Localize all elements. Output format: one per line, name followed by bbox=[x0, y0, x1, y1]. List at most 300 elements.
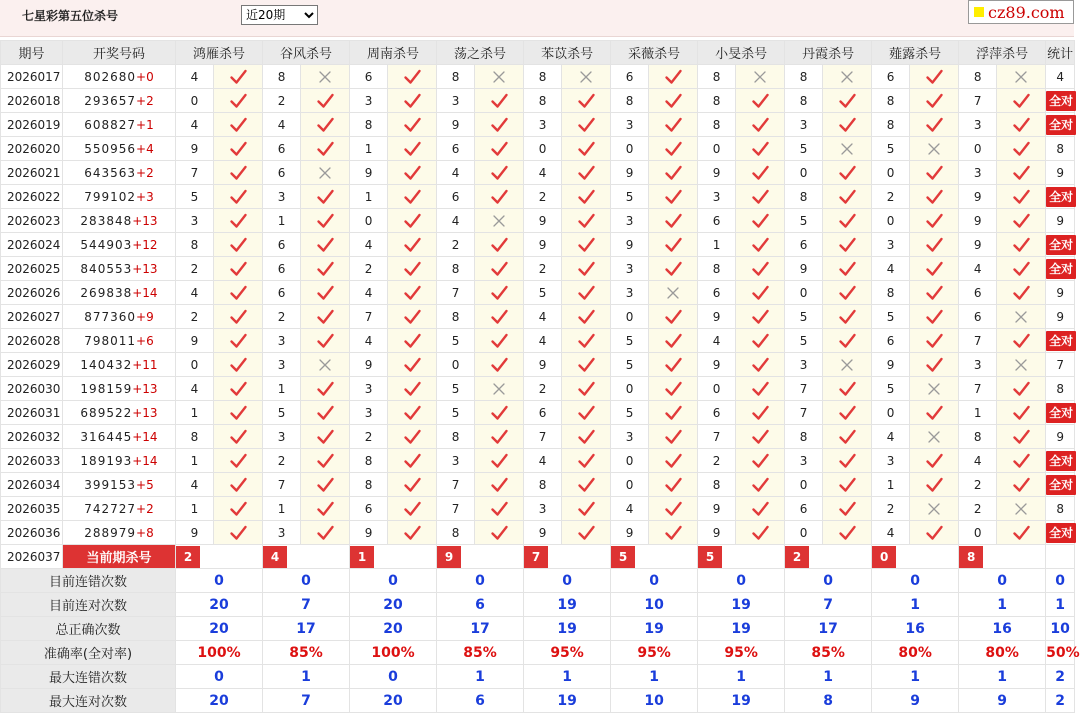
result-correct-cell bbox=[562, 305, 611, 329]
result-correct-cell bbox=[736, 473, 785, 497]
kill-number-cell: 9 bbox=[176, 521, 214, 545]
check-icon bbox=[926, 69, 943, 85]
result-correct-cell bbox=[301, 449, 350, 473]
check-icon bbox=[1013, 93, 1030, 109]
kill-number-cell: 3 bbox=[350, 89, 388, 113]
summary-value: 20 bbox=[176, 617, 263, 641]
result-correct-cell bbox=[562, 113, 611, 137]
summary-value: 6 bbox=[437, 593, 524, 617]
summary-value: 50% bbox=[1046, 641, 1075, 665]
result-correct-cell bbox=[214, 233, 263, 257]
check-icon bbox=[752, 141, 769, 157]
kill-number-cell: 7 bbox=[263, 473, 301, 497]
check-icon bbox=[578, 453, 595, 469]
result-correct-cell bbox=[214, 209, 263, 233]
check-icon bbox=[404, 93, 421, 109]
summary-value: 80% bbox=[872, 641, 959, 665]
draw-number: 802680 bbox=[84, 69, 137, 84]
summary-value: 6 bbox=[437, 689, 524, 713]
result-correct-cell bbox=[997, 449, 1046, 473]
kill-number-cell: 8 bbox=[176, 425, 214, 449]
summary-value: 1 bbox=[437, 665, 524, 689]
kill-number-cell: 9 bbox=[524, 353, 562, 377]
summary-value: 20 bbox=[176, 689, 263, 713]
result-correct-cell bbox=[388, 137, 437, 161]
check-icon bbox=[404, 477, 421, 493]
draw-number-cell bbox=[63, 305, 176, 329]
draw-number-cell bbox=[63, 113, 176, 137]
summary-label: 最大连对次数 bbox=[1, 689, 176, 713]
check-icon bbox=[491, 429, 508, 445]
result-correct-cell bbox=[562, 473, 611, 497]
kill-number-cell: 3 bbox=[698, 185, 736, 209]
check-icon bbox=[1013, 117, 1030, 133]
killer-column-header: 浮萍杀号 bbox=[959, 41, 1046, 65]
period-select[interactable] bbox=[241, 5, 318, 25]
issue-cell: 2026032 bbox=[1, 425, 63, 449]
result-correct-cell bbox=[301, 497, 350, 521]
check-icon bbox=[752, 261, 769, 277]
result-correct-cell bbox=[301, 377, 350, 401]
summary-label: 最大连错次数 bbox=[1, 665, 176, 689]
result-correct-cell bbox=[997, 377, 1046, 401]
draw-number-cell bbox=[63, 353, 176, 377]
result-correct-cell bbox=[475, 353, 524, 377]
result-correct-cell bbox=[823, 521, 872, 545]
check-icon bbox=[230, 261, 247, 277]
check-icon bbox=[665, 69, 682, 85]
result-wrong-cell bbox=[649, 281, 698, 305]
draw-number: 742727 bbox=[84, 501, 137, 516]
cross-icon bbox=[840, 142, 854, 156]
issue-cell: 2026028 bbox=[1, 329, 63, 353]
kill-number-cell: 4 bbox=[350, 329, 388, 353]
kill-number-cell: 8 bbox=[350, 113, 388, 137]
result-correct-cell bbox=[736, 185, 785, 209]
kill-number-cell: 3 bbox=[785, 113, 823, 137]
draw-number: 550956 bbox=[84, 141, 137, 156]
result-correct-cell bbox=[214, 473, 263, 497]
result-correct-cell bbox=[475, 89, 524, 113]
result-correct-cell bbox=[997, 401, 1046, 425]
result-correct-cell bbox=[649, 353, 698, 377]
result-correct-cell bbox=[301, 185, 350, 209]
check-icon bbox=[1013, 477, 1030, 493]
kill-number-cell: 2 bbox=[524, 377, 562, 401]
check-icon bbox=[839, 93, 856, 109]
kill-number-cell: 3 bbox=[785, 449, 823, 473]
result-wrong-cell bbox=[997, 305, 1046, 329]
check-icon bbox=[404, 405, 421, 421]
result-correct-cell bbox=[910, 329, 959, 353]
summary-value: 1 bbox=[959, 593, 1046, 617]
kill-number-cell: 4 bbox=[698, 329, 736, 353]
draw-offset: +8 bbox=[136, 525, 154, 540]
table-row bbox=[1, 425, 1075, 449]
current-kill-number: 7 bbox=[524, 546, 548, 568]
result-wrong-cell bbox=[736, 65, 785, 89]
kill-number-cell: 9 bbox=[524, 521, 562, 545]
all-correct-badge: 全对 bbox=[1046, 331, 1076, 351]
summary-value: 10 bbox=[611, 593, 698, 617]
kill-number-cell: 9 bbox=[176, 329, 214, 353]
result-correct-cell bbox=[910, 209, 959, 233]
kill-number-cell: 2 bbox=[872, 497, 910, 521]
check-icon bbox=[1013, 285, 1030, 301]
stat-cell bbox=[1046, 65, 1075, 89]
all-correct-badge: 全对 bbox=[1046, 115, 1076, 135]
result-correct-cell bbox=[649, 305, 698, 329]
kill-number-cell: 5 bbox=[176, 185, 214, 209]
check-icon bbox=[839, 213, 856, 229]
check-icon bbox=[665, 309, 682, 325]
kill-number-cell: 5 bbox=[872, 377, 910, 401]
check-icon bbox=[230, 477, 247, 493]
draw-offset: +13 bbox=[132, 213, 158, 228]
kill-number-cell: 8 bbox=[785, 89, 823, 113]
check-icon bbox=[752, 285, 769, 301]
kill-number-cell: 9 bbox=[350, 161, 388, 185]
issue-cell: 2026030 bbox=[1, 377, 63, 401]
result-correct-cell bbox=[214, 425, 263, 449]
kill-number-cell: 5 bbox=[437, 377, 475, 401]
result-correct-cell bbox=[997, 425, 1046, 449]
kill-number-cell: 4 bbox=[872, 257, 910, 281]
kill-number-cell: 7 bbox=[785, 377, 823, 401]
kill-number-cell: 1 bbox=[959, 401, 997, 425]
result-correct-cell bbox=[649, 473, 698, 497]
stat-cell bbox=[1046, 425, 1075, 449]
kill-number-cell: 6 bbox=[350, 65, 388, 89]
check-icon bbox=[665, 429, 682, 445]
result-correct-cell bbox=[997, 209, 1046, 233]
kill-number-cell: 4 bbox=[176, 281, 214, 305]
issue-cell: 2026020 bbox=[1, 137, 63, 161]
result-correct-cell bbox=[214, 89, 263, 113]
summary-value: 95% bbox=[524, 641, 611, 665]
result-correct-cell bbox=[997, 521, 1046, 545]
summary-value: 1 bbox=[524, 665, 611, 689]
result-correct-cell bbox=[562, 329, 611, 353]
result-correct-cell bbox=[475, 473, 524, 497]
result-correct-cell bbox=[562, 257, 611, 281]
result-correct-cell bbox=[388, 305, 437, 329]
kill-number-cell: 4 bbox=[959, 449, 997, 473]
check-icon bbox=[578, 357, 595, 373]
result-correct-cell bbox=[736, 353, 785, 377]
cross-icon bbox=[1014, 70, 1028, 84]
draw-number: 689522 bbox=[80, 405, 133, 420]
result-correct-cell bbox=[562, 233, 611, 257]
current-kill-cell bbox=[785, 545, 872, 569]
kill-number-cell: 6 bbox=[785, 233, 823, 257]
kill-number-cell: 6 bbox=[698, 281, 736, 305]
draw-number-cell bbox=[63, 329, 176, 353]
check-icon bbox=[230, 189, 247, 205]
kill-number-cell: 8 bbox=[872, 113, 910, 137]
check-icon bbox=[839, 453, 856, 469]
check-icon bbox=[665, 477, 682, 493]
check-icon bbox=[317, 117, 334, 133]
check-icon bbox=[317, 285, 334, 301]
summary-row bbox=[1, 569, 1075, 593]
issue-cell: 2026025 bbox=[1, 257, 63, 281]
check-icon bbox=[317, 429, 334, 445]
draw-number-cell bbox=[63, 185, 176, 209]
kill-number-cell: 2 bbox=[524, 185, 562, 209]
summary-value: 20 bbox=[350, 689, 437, 713]
check-icon bbox=[317, 237, 334, 253]
result-wrong-cell bbox=[910, 137, 959, 161]
summary-value: 16 bbox=[872, 617, 959, 641]
kill-number-cell: 9 bbox=[698, 353, 736, 377]
check-icon bbox=[752, 357, 769, 373]
kill-number-cell: 1 bbox=[176, 401, 214, 425]
draw-number-cell bbox=[63, 233, 176, 257]
kill-number-cell: 7 bbox=[524, 425, 562, 449]
cross-icon bbox=[927, 430, 941, 444]
result-wrong-cell bbox=[997, 353, 1046, 377]
issue-cell: 2026027 bbox=[1, 305, 63, 329]
logo-square-icon bbox=[974, 7, 984, 17]
result-correct-cell bbox=[388, 401, 437, 425]
kill-number-cell: 3 bbox=[263, 329, 301, 353]
check-icon bbox=[404, 357, 421, 373]
summary-value: 17 bbox=[437, 617, 524, 641]
all-correct-badge: 全对 bbox=[1046, 235, 1076, 255]
result-correct-cell bbox=[736, 137, 785, 161]
kill-number-cell: 4 bbox=[437, 209, 475, 233]
cross-icon bbox=[318, 358, 332, 372]
kill-number-cell: 9 bbox=[959, 209, 997, 233]
result-wrong-cell bbox=[997, 65, 1046, 89]
result-correct-cell bbox=[475, 305, 524, 329]
check-icon bbox=[578, 477, 595, 493]
kill-number-cell: 8 bbox=[959, 425, 997, 449]
check-icon bbox=[317, 525, 334, 541]
result-correct-cell bbox=[649, 377, 698, 401]
check-icon bbox=[317, 309, 334, 325]
result-correct-cell bbox=[997, 281, 1046, 305]
check-icon bbox=[752, 237, 769, 253]
result-correct-cell bbox=[823, 425, 872, 449]
kill-number-cell: 8 bbox=[524, 89, 562, 113]
result-correct-cell bbox=[649, 521, 698, 545]
check-icon bbox=[752, 117, 769, 133]
result-correct-cell bbox=[997, 113, 1046, 137]
table-row bbox=[1, 161, 1075, 185]
result-correct-cell bbox=[388, 233, 437, 257]
check-icon bbox=[926, 117, 943, 133]
check-icon bbox=[926, 405, 943, 421]
draw-number-cell bbox=[63, 209, 176, 233]
kill-number-cell: 6 bbox=[611, 65, 649, 89]
check-icon bbox=[491, 357, 508, 373]
issue-cell: 2026021 bbox=[1, 161, 63, 185]
draw-offset: +2 bbox=[136, 165, 154, 180]
check-icon bbox=[752, 309, 769, 325]
result-correct-cell bbox=[649, 401, 698, 425]
current-kill-cell bbox=[698, 545, 785, 569]
check-icon bbox=[578, 237, 595, 253]
draw-number-cell bbox=[63, 521, 176, 545]
current-kill-number: 5 bbox=[611, 546, 635, 568]
kill-number-cell: 5 bbox=[524, 281, 562, 305]
kill-number-cell: 6 bbox=[698, 209, 736, 233]
kill-number-cell: 3 bbox=[872, 233, 910, 257]
draw-number: 316445 bbox=[80, 429, 133, 444]
summary-value: 0 bbox=[959, 569, 1046, 593]
kill-number-cell: 1 bbox=[698, 233, 736, 257]
check-icon bbox=[1013, 525, 1030, 541]
kill-number-cell: 2 bbox=[263, 89, 301, 113]
stat-cell bbox=[1046, 473, 1075, 497]
check-icon bbox=[578, 285, 595, 301]
table-row bbox=[1, 137, 1075, 161]
check-icon bbox=[752, 165, 769, 181]
draw-number: 288979 bbox=[84, 525, 137, 540]
check-icon bbox=[230, 285, 247, 301]
draw-number: 283848 bbox=[80, 213, 133, 228]
result-correct-cell bbox=[388, 329, 437, 353]
summary-row bbox=[1, 641, 1075, 665]
kill-number-cell: 4 bbox=[176, 473, 214, 497]
result-correct-cell bbox=[649, 161, 698, 185]
kill-number-cell: 5 bbox=[872, 305, 910, 329]
check-icon bbox=[926, 357, 943, 373]
check-icon bbox=[926, 261, 943, 277]
result-wrong-cell bbox=[301, 65, 350, 89]
result-correct-cell bbox=[214, 161, 263, 185]
check-icon bbox=[926, 477, 943, 493]
check-icon bbox=[230, 237, 247, 253]
check-icon bbox=[230, 333, 247, 349]
current-kill-number: 5 bbox=[698, 546, 722, 568]
kill-number-cell: 3 bbox=[785, 353, 823, 377]
result-correct-cell bbox=[736, 521, 785, 545]
check-icon bbox=[1013, 261, 1030, 277]
kill-number-cell: 8 bbox=[524, 473, 562, 497]
summary-value: 0 bbox=[611, 569, 698, 593]
table-row bbox=[1, 185, 1075, 209]
draw-number-cell bbox=[63, 425, 176, 449]
check-icon bbox=[926, 309, 943, 325]
result-correct-cell bbox=[649, 65, 698, 89]
result-correct-cell bbox=[214, 497, 263, 521]
result-wrong-cell bbox=[997, 497, 1046, 521]
result-wrong-cell bbox=[823, 353, 872, 377]
check-icon bbox=[491, 525, 508, 541]
result-correct-cell bbox=[214, 521, 263, 545]
stat-count: 9 bbox=[1056, 165, 1064, 180]
draw-number-cell bbox=[63, 89, 176, 113]
kill-number-cell: 8 bbox=[350, 473, 388, 497]
check-icon bbox=[491, 477, 508, 493]
result-wrong-cell bbox=[910, 497, 959, 521]
kill-number-cell: 3 bbox=[959, 161, 997, 185]
draw-number-cell bbox=[63, 401, 176, 425]
summary-value: 7 bbox=[263, 689, 350, 713]
summary-label: 目前连错次数 bbox=[1, 569, 176, 593]
result-correct-cell bbox=[823, 281, 872, 305]
check-icon bbox=[404, 237, 421, 253]
result-correct-cell bbox=[649, 185, 698, 209]
cross-icon bbox=[927, 382, 941, 396]
result-correct-cell bbox=[823, 473, 872, 497]
result-correct-cell bbox=[910, 257, 959, 281]
issue-cell: 2026034 bbox=[1, 473, 63, 497]
result-correct-cell bbox=[997, 233, 1046, 257]
check-icon bbox=[839, 285, 856, 301]
kill-number-cell: 6 bbox=[872, 65, 910, 89]
kill-number-cell: 0 bbox=[785, 521, 823, 545]
draw-number: 608827 bbox=[84, 117, 137, 132]
table-row bbox=[1, 449, 1075, 473]
check-icon bbox=[491, 261, 508, 277]
check-icon bbox=[839, 501, 856, 517]
check-icon bbox=[665, 405, 682, 421]
cross-icon bbox=[579, 70, 593, 84]
kill-number-cell: 3 bbox=[611, 281, 649, 305]
check-icon bbox=[665, 333, 682, 349]
result-correct-cell bbox=[388, 521, 437, 545]
logo-text: cz89.com bbox=[988, 2, 1065, 22]
check-icon bbox=[1013, 213, 1030, 229]
stat-count: 9 bbox=[1056, 429, 1064, 444]
check-icon bbox=[404, 117, 421, 133]
summary-value: 1 bbox=[785, 665, 872, 689]
kill-number-cell: 0 bbox=[611, 137, 649, 161]
kill-number-cell: 2 bbox=[872, 185, 910, 209]
check-icon bbox=[752, 477, 769, 493]
kill-number-cell: 7 bbox=[698, 425, 736, 449]
result-correct-cell bbox=[562, 497, 611, 521]
result-correct-cell bbox=[823, 161, 872, 185]
check-icon bbox=[491, 237, 508, 253]
current-kill-cell bbox=[611, 545, 698, 569]
check-icon bbox=[230, 525, 247, 541]
check-icon bbox=[752, 189, 769, 205]
check-icon bbox=[317, 141, 334, 157]
draw-offset: +2 bbox=[136, 501, 154, 516]
result-correct-cell bbox=[823, 305, 872, 329]
stat-cell bbox=[1046, 449, 1075, 473]
site-logo[interactable] bbox=[968, 0, 1074, 24]
summary-value: 0 bbox=[176, 665, 263, 689]
draw-offset: +1 bbox=[136, 117, 154, 132]
cross-icon bbox=[840, 358, 854, 372]
kill-number-cell: 2 bbox=[959, 473, 997, 497]
draw-number: 269838 bbox=[80, 285, 133, 300]
cross-icon bbox=[840, 70, 854, 84]
result-correct-cell bbox=[736, 233, 785, 257]
result-correct-cell bbox=[388, 209, 437, 233]
result-correct-cell bbox=[649, 209, 698, 233]
result-correct-cell bbox=[301, 281, 350, 305]
kill-number-cell: 1 bbox=[872, 473, 910, 497]
summary-value: 19 bbox=[698, 689, 785, 713]
check-icon bbox=[752, 429, 769, 445]
check-icon bbox=[1013, 237, 1030, 253]
result-correct-cell bbox=[562, 185, 611, 209]
check-icon bbox=[578, 261, 595, 277]
all-correct-badge: 全对 bbox=[1046, 259, 1076, 279]
all-correct-badge: 全对 bbox=[1046, 91, 1076, 111]
draw-number-cell bbox=[63, 257, 176, 281]
result-correct-cell bbox=[475, 521, 524, 545]
cross-icon bbox=[1014, 358, 1028, 372]
draw-offset: +14 bbox=[132, 429, 158, 444]
